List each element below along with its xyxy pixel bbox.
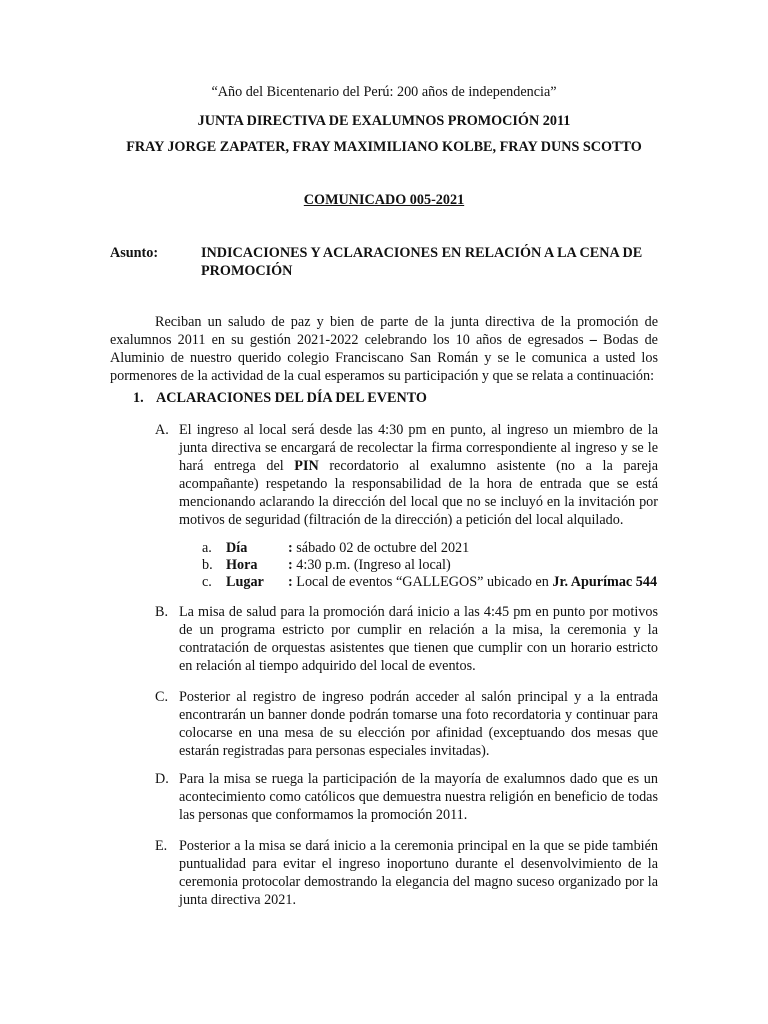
section-title: ACLARACIONES DEL DÍA DEL EVENTO — [156, 390, 427, 406]
detail-letter: a. — [202, 540, 212, 556]
list-item-b — [155, 603, 658, 675]
detail-value: 4:30 p.m. (Ingreso al local) — [292, 557, 451, 573]
detail-key: Hora — [226, 557, 258, 573]
item-letter: C. — [155, 689, 169, 705]
detail-letter: b. — [202, 557, 213, 573]
detail-colon: : — [288, 574, 293, 590]
intro-paragraph — [110, 313, 658, 385]
list-item-c — [155, 688, 658, 760]
item-a-text-pre: El ingreso al local será desde las 4:30 pm en punto, al ingreso un miembro de la junta directiva se encargará de recolectar la firma correspondiente al ingreso y se le hará entrega del — [179, 422, 658, 474]
item-a-text-post: recordatorio al exalumno asistente (no a la pareja acompañante) respetando la responsabilidad de la hora de entrada que se está mencionando aclarando la dirección del local que no se incluyó en la invitación por motivos de seguridad (filtración de la dirección) a petición del local alquilado. — [179, 458, 658, 528]
detail-value: sábado 02 de octubre del 2021 — [292, 540, 470, 556]
list-item-e — [155, 837, 658, 909]
detail-colon: : — [288, 540, 293, 556]
pin-keyword: PIN — [294, 458, 319, 474]
intro-text-a: Reciban un saludo de paz y bien de parte de la junta directiva de la promoción de exalumnos 2011 en su gestión 2021-2022 celebrando los 10 años de egresados — [110, 314, 658, 348]
list-item-a — [155, 421, 658, 529]
school-names: FRAY JORGE ZAPATER, FRAY MAXIMILIANO KOLBE, FRAY DUNS SCOTTO — [126, 139, 642, 155]
detail-place — [202, 573, 672, 591]
detail-letter: c. — [202, 574, 212, 590]
list-item-d — [155, 770, 658, 824]
section-heading — [133, 389, 427, 407]
venue-address: Jr. Apurímac 544 — [552, 574, 658, 590]
detail-time — [202, 556, 672, 574]
detail-colon: : — [288, 557, 293, 573]
detail-day — [202, 539, 672, 557]
item-letter: A. — [155, 422, 169, 438]
item-letter: D. — [155, 771, 169, 787]
item-letter: B. — [155, 604, 169, 620]
section-number: 1. — [133, 390, 144, 406]
item-text: Posterior a la misa se dará inicio a la ceremonia principal en la que se pide también puntualidad para evitar el ingreso inoportuno durante el desenvolvimiento de la ceremonia protocolar demostrando la elegancia del magno suceso organizado por la junta directiva 2021. — [179, 838, 658, 908]
board-title: JUNTA DIRECTIVA DE EXALUMNOS PROMOCIÓN 2011 — [197, 113, 571, 129]
bicentennial-motto: “Año del Bicentenario del Perú: 200 años de independencia” — [211, 84, 557, 100]
item-text: Posterior al registro de ingreso podrán acceder al salón principal y a la entrada encontrarán un banner donde podrán tomarse una foto recordatoria y continuar para colocarse en una mesa de su elección por afinidad (exceptuando dos mesas que estarán registradas para personas especiales invitadas). — [179, 689, 658, 759]
detail-key: Lugar — [226, 574, 264, 590]
communique-number: COMUNICADO 005-2021 — [303, 192, 465, 208]
detail-key: Día — [226, 540, 248, 556]
subject-label: Asunto: — [110, 245, 159, 261]
item-text: La misa de salud para la promoción dará inicio a las 4:45 pm en punto por motivos de un programa estricto por cumplir en relación a la misa, la ceremonia y la contratación de orquestas asistentes que tienen que cumplir con un horario estricto en relación al tiempo adquirido del local de eventos. — [179, 604, 658, 674]
intro-text-b: Bodas de Aluminio de nuestro querido colegio Franciscano San Román y se le comunica a usted los pormenores de la actividad de la cual esperamos su participación y que se relata a continuación: — [110, 332, 658, 384]
intro-dash: – — [589, 332, 597, 348]
detail-value: Local de eventos “GALLEGOS” ubicado en — [292, 574, 553, 590]
item-text: Para la misa se ruega la participación de la mayoría de exalumnos dado que es un acontecimiento como católicos que demuestra nuestra religión en beneficio de todas las personas que conformamos la promoción 2011. — [179, 771, 658, 823]
subject-text: INDICACIONES Y ACLARACIONES EN RELACIÓN A LA CENA DE PROMOCIÓN — [201, 245, 643, 279]
item-letter: E. — [155, 838, 168, 854]
item-text — [179, 421, 658, 529]
